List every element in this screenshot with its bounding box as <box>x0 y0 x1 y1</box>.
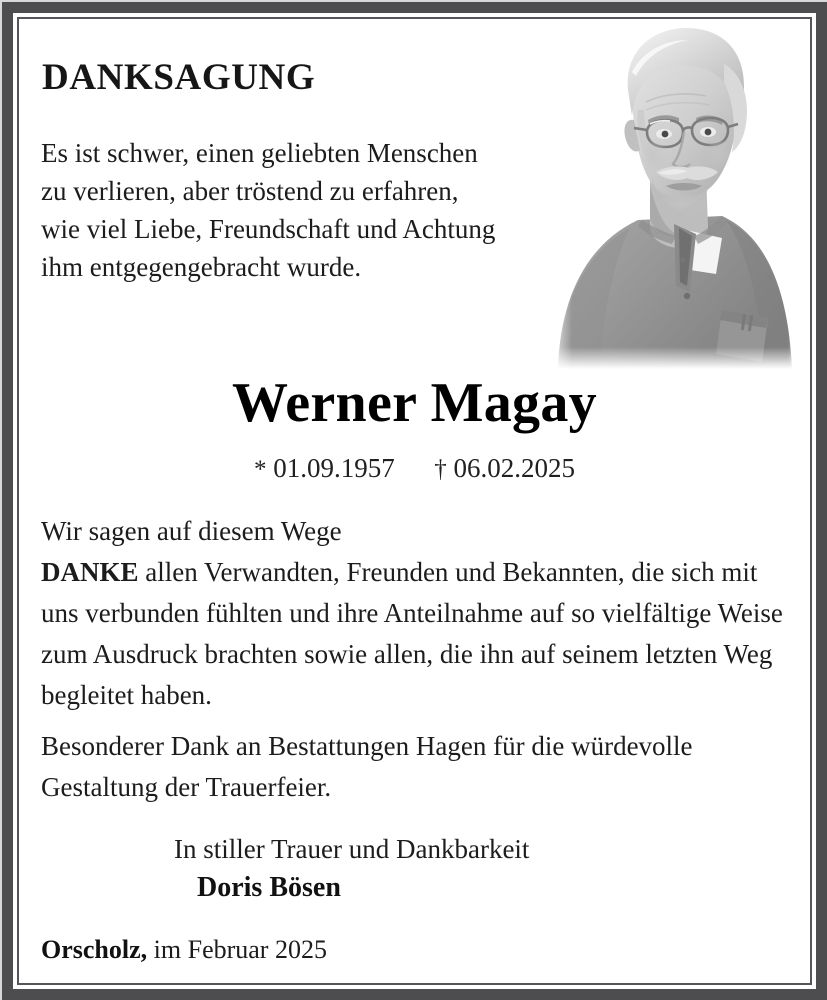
place-name: Orscholz, <box>41 935 148 964</box>
notice-date: im Februar 2025 <box>153 935 327 964</box>
body-intro-line: Wir sagen auf diesem Wege <box>41 516 342 546</box>
body-rest: allen Verwandten, Freunden und Bekannten, die sich mit uns verbunden fühlten und ihre Anteilnahme auf so vielfältige Weise zum Ausdruck brachten sowie allen, die ihn auf seinem letzten Weg begleitet haben. <box>41 557 783 710</box>
place-and-date <box>41 935 327 965</box>
special-thanks: Besonderer Dank an Bestattungen Hagen für die würdevolle Gestaltung der Trauerfeier. <box>41 731 693 802</box>
death-symbol: † <box>434 456 447 483</box>
closing-line: In stiller Trauer und Dankbarkeit <box>174 834 530 864</box>
portrait-photo <box>546 24 802 369</box>
thank-you-body <box>41 511 796 716</box>
intro-verse: Es ist schwer, einen geliebten Menschen zu verlieren, aber tröstend zu erfahren, wie viel Liebe, Freundschaft und Achtung ihm entgegengebracht wurde. <box>41 138 496 282</box>
death-date: 06.02.2025 <box>453 453 575 483</box>
portrait-image <box>546 24 802 369</box>
survivor-name: Doris Bösen <box>197 872 341 903</box>
birth-symbol: * <box>254 456 267 483</box>
life-dates <box>19 453 810 484</box>
birth-date: 01.09.1957 <box>273 453 395 483</box>
danke-emphasis: DANKE <box>41 557 139 587</box>
deceased-name: Werner Magay <box>232 372 597 434</box>
notice-content <box>19 19 810 983</box>
page-title: DANKSAGUNG <box>42 57 316 98</box>
